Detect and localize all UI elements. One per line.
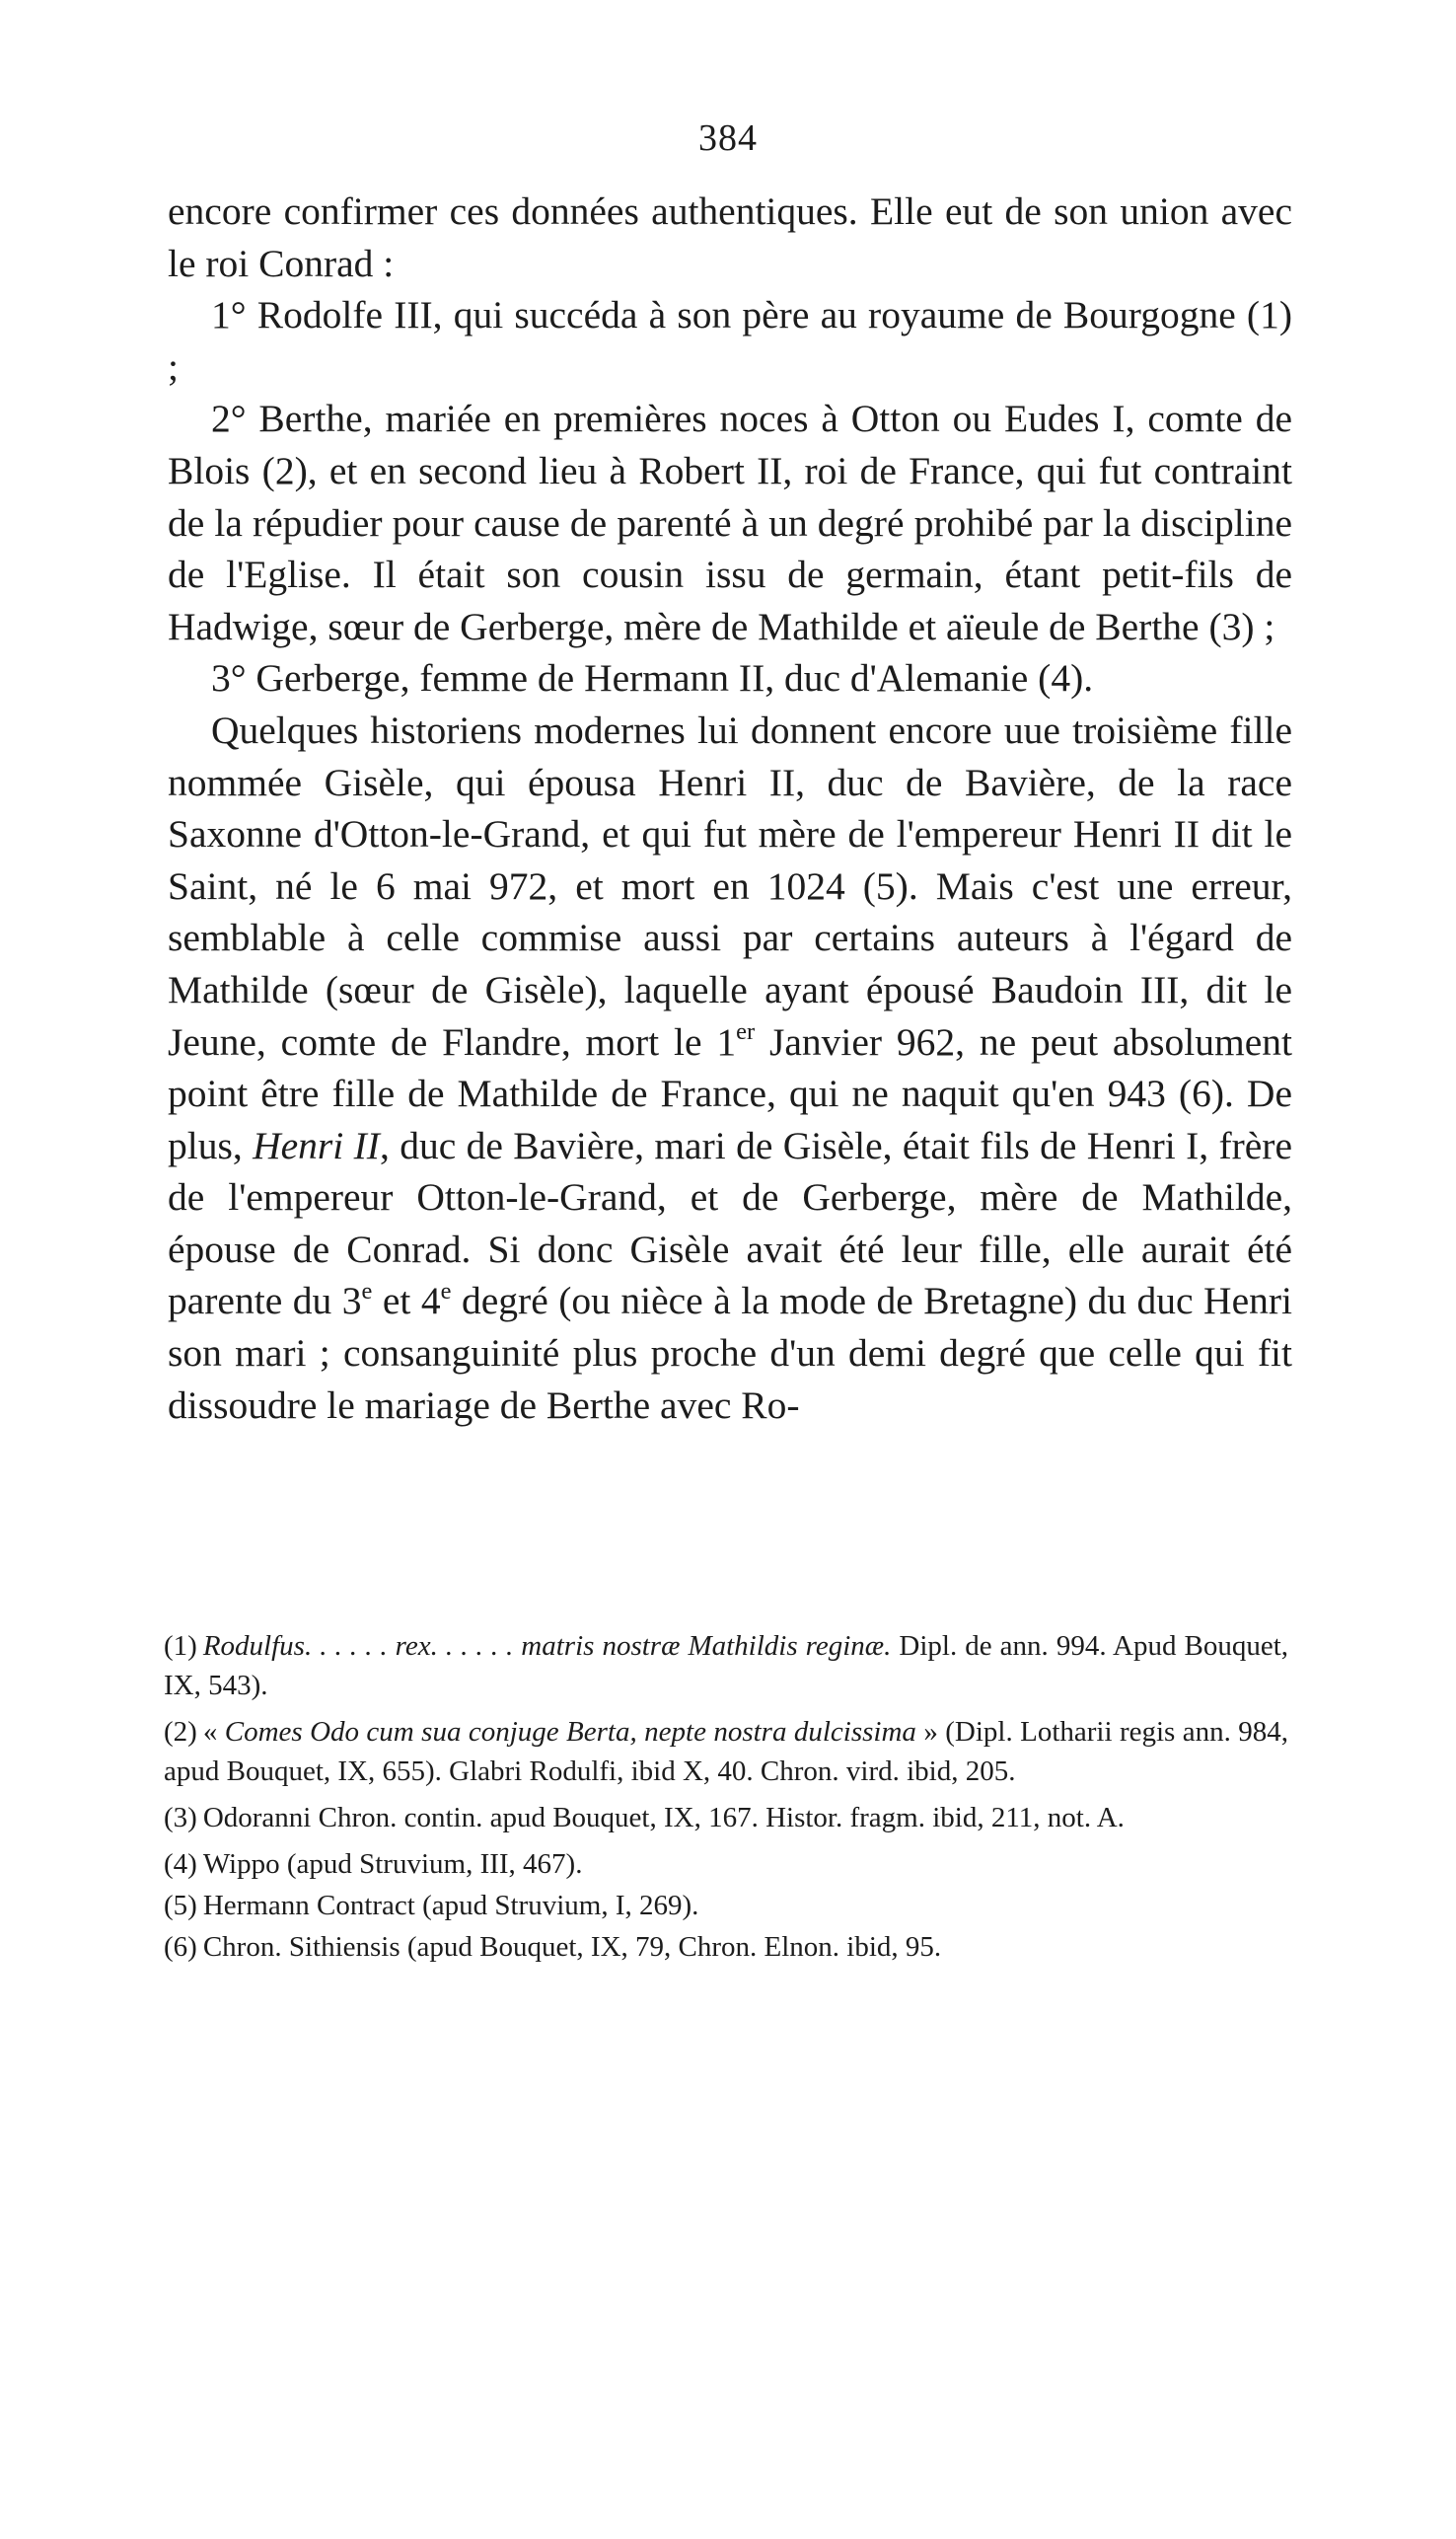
- paragraph-5-part-a: Quelques historiens modernes lui donnent encore uue troisième fille nommée Gisèle, qui épousa Henri II, duc de Bavière, de la race Saxonne d'Otton-le-Grand, et qui fut mère de l'empereur Henri II dit le Saint, né le 6 mai 972, et mort en 1024 (5). Mais c'est une erreur, semblable à celle commise aussi par certains auteurs à l'égard de Mathilde (sœur de Gisèle), laquelle ayant épousé Baudoin III, dit le Jeune, comte de Flandre, mort le 1: [168, 708, 1292, 1064]
- footnote-4: [164, 1844, 1288, 1884]
- footnote-number: (6): [164, 1931, 197, 1963]
- footnote-number: (1): [164, 1630, 197, 1662]
- paragraph-5: [168, 705, 1292, 1431]
- footnote-text: Odoranni Chron. contin. apud Bouquet, IX, 167. Histor. fragm. ibid, 211, not. A.: [202, 1802, 1125, 1833]
- italic-henri-ii: Henri II: [253, 1123, 380, 1167]
- footnote-italic: Rodulfus. . . . . . rex. . . . . . matris nostræ Mathildis reginæ.: [202, 1630, 892, 1662]
- footnote-number: (4): [164, 1848, 197, 1880]
- footnote-italic: Comes Odo cum sua conjuge Berta, nepte nostra dulcissima: [224, 1716, 916, 1748]
- footnote-6: [164, 1927, 1288, 1967]
- superscript-e-1: e: [361, 1278, 373, 1306]
- paragraph-5-part-b: Janvier 962, ne peut absolument point être fille de Mathilde de France, qui ne naquit qu'en 943 (6). De plus,: [168, 1019, 1293, 1167]
- footnote-2: [164, 1712, 1288, 1791]
- footnote-quote-open: «: [202, 1716, 225, 1748]
- body-text: [168, 186, 1292, 1431]
- superscript-er: er: [736, 1018, 756, 1046]
- footnote-text: Dipl. de ann. 994. Apud Bouquet, IX, 543).: [164, 1630, 1288, 1701]
- paragraph-1: encore confirmer ces données authentiques. Elle eut de son union avec le roi Conrad :: [168, 189, 1292, 285]
- footnotes: [164, 1626, 1288, 1969]
- footnote-text: Chron. Sithiensis (apud Bouquet, IX, 79, Chron. Elnon. ibid, 95.: [202, 1931, 942, 1963]
- footnote-number: (2): [164, 1716, 197, 1748]
- page-number: 384: [698, 117, 758, 159]
- footnote-text: Wippo (apud Struvium, III, 467).: [202, 1848, 583, 1880]
- paragraph-5-part-d: et 4: [372, 1279, 441, 1323]
- footnote-3: [164, 1798, 1288, 1837]
- footnote-text: » (Dipl. Lotharii regis ann. 984, apud Bouquet, IX, 655). Glabri Rodulfi, ibid X, 40. Chron. vird. ibid, 205.: [164, 1716, 1288, 1787]
- footnote-number: (5): [164, 1890, 197, 1921]
- footnote-5: [164, 1886, 1288, 1925]
- paragraph-5-part-c: , duc de Bavière, mari de Gisèle, était fils de Henri I, frère de l'empereur Otton-le-Grand, et de Gerberge, mère de Mathilde, épouse de Conrad. Si donc Gisèle avait été leur fille, elle aurait été parente du 3: [168, 1123, 1292, 1323]
- paragraph-5-part-e: degré (ou nièce à la mode de Bretagne) du duc Henri son mari ; consanguinité plus proche d'un demi degré que celle qui fit dissoudre le mariage de Berthe avec Ro-: [168, 1279, 1292, 1427]
- paragraph-2: 1° Rodolfe III, qui succéda à son père au royaume de Bourgogne (1) ;: [168, 293, 1292, 389]
- footnote-number: (3): [164, 1802, 197, 1833]
- footnote-1: [164, 1626, 1288, 1705]
- superscript-e-2: e: [440, 1278, 452, 1306]
- paragraph-4: 3° Gerberge, femme de Hermann II, duc d'Alemanie (4).: [211, 656, 1094, 701]
- footnote-text: Hermann Contract (apud Struvium, I, 269).: [202, 1890, 699, 1921]
- paragraph-3: 2° Berthe, mariée en premières noces à Otton ou Eudes I, comte de Blois (2), et en second lieu à Robert II, roi de France, qui fut contraint de la répudier pour cause de parenté à un degré prohibé par la discipline de l'Eglise. Il était son cousin issu de germain, étant petit-fils de Hadwige, sœur de Gerberge, mère de Mathilde et aïeule de Berthe (3) ;: [168, 397, 1292, 648]
